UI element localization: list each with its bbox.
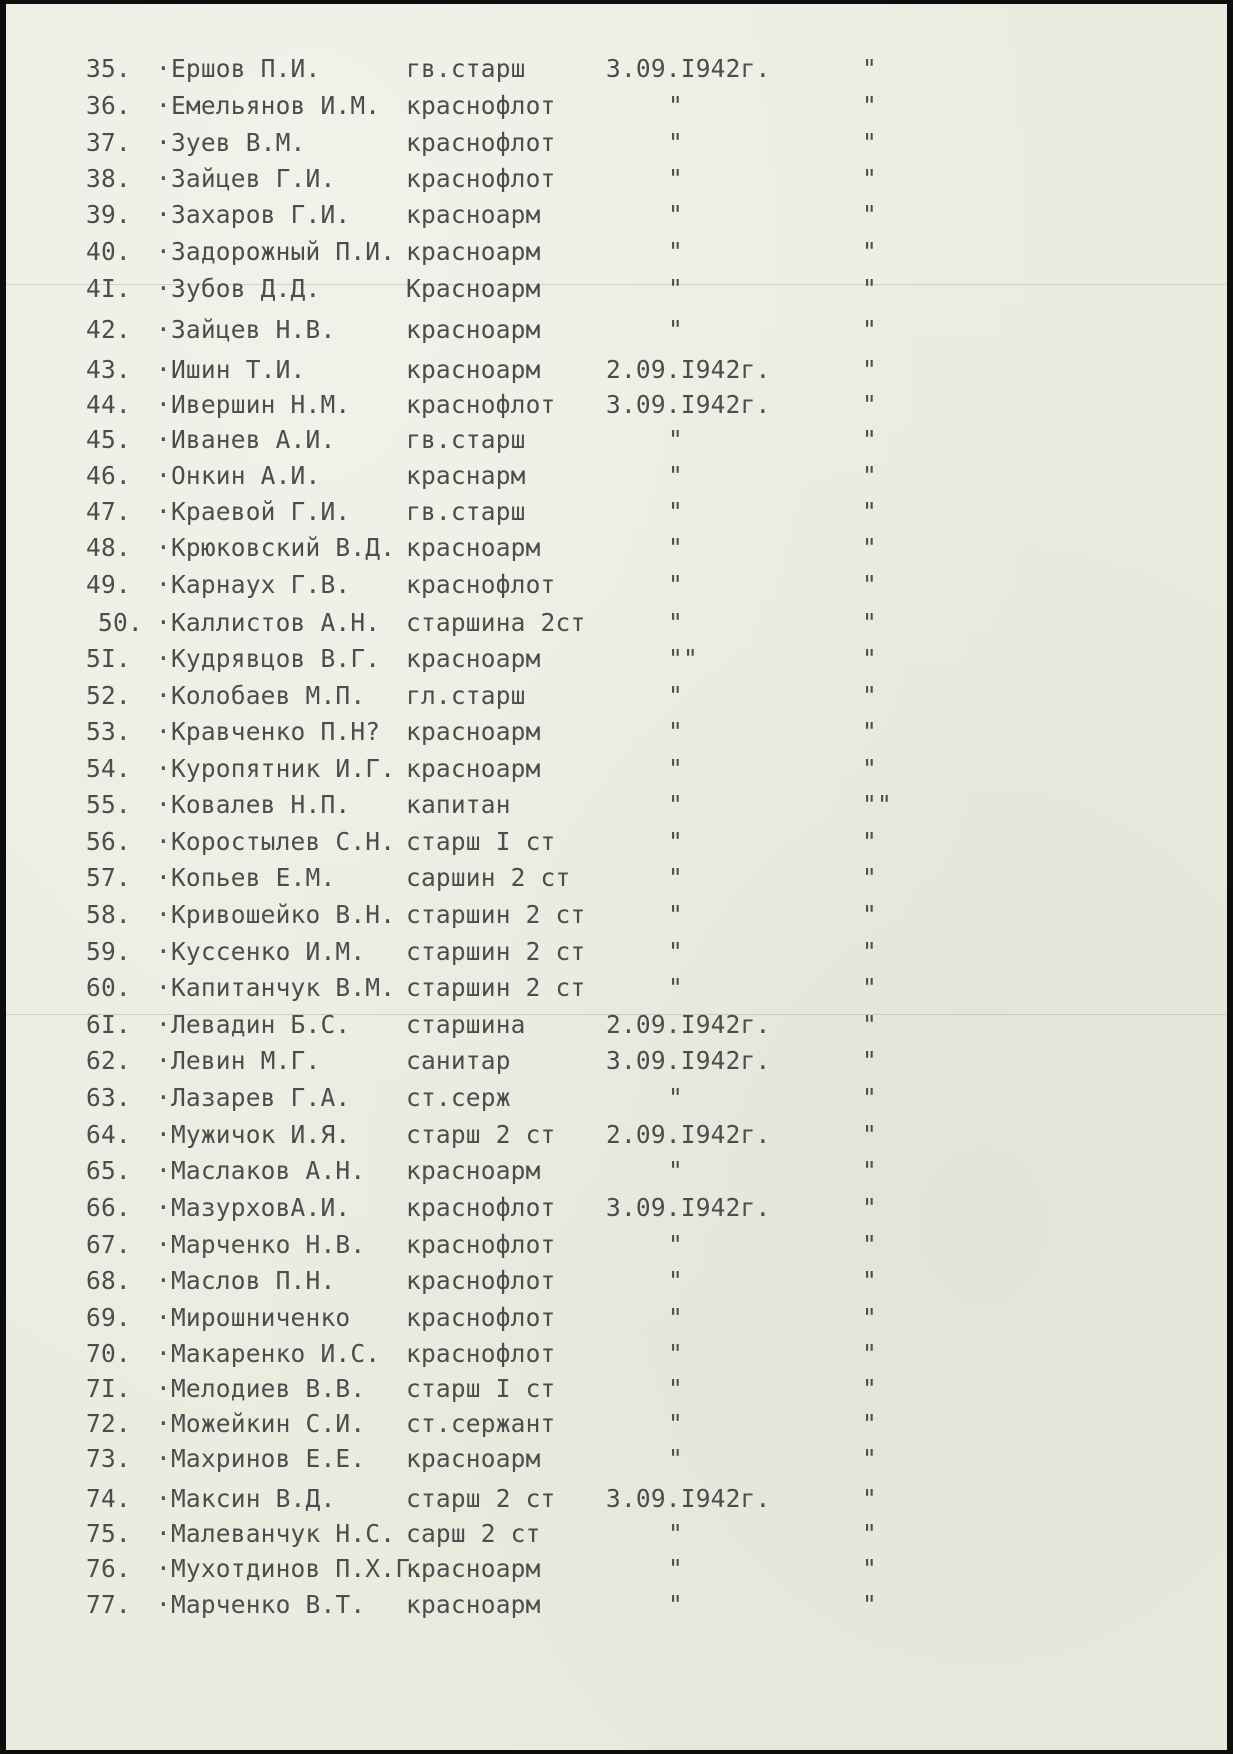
row-number: 73.	[86, 1444, 131, 1473]
ditto-mark: "	[862, 54, 877, 83]
row-number: 76.	[86, 1554, 131, 1583]
date-cell: "	[668, 681, 683, 710]
date-cell: "	[668, 425, 683, 454]
ditto-mark: "	[862, 1083, 877, 1112]
date-cell: 3.09.I942г.	[606, 54, 771, 83]
person-name: ·Емельянов И.М.	[156, 91, 381, 120]
table-row	[6, 52, 1227, 86]
date-cell: "	[668, 1519, 683, 1548]
row-number: 36.	[86, 91, 131, 120]
rank-title: красноарм	[406, 1554, 541, 1583]
date-cell: "	[668, 1083, 683, 1112]
person-name: ·Малеванчук Н.С.	[156, 1519, 396, 1548]
ditto-mark: "	[862, 128, 877, 157]
person-name: ·Кусcенко И.М.	[156, 937, 366, 966]
table-row	[6, 1372, 1227, 1406]
rank-title: краснофлот	[406, 164, 556, 193]
row-number: 53.	[86, 717, 131, 746]
person-name: ·Мирошниченко	[156, 1303, 351, 1332]
table-row	[6, 679, 1227, 713]
ditto-mark: "	[862, 900, 877, 929]
table-row	[6, 935, 1227, 969]
rank-title: красноарм	[406, 533, 541, 562]
rank-title: красноарм	[406, 315, 541, 344]
rank-title: краснофлот	[406, 128, 556, 157]
rank-title: гв.старш	[406, 425, 526, 454]
date-cell: "	[668, 1444, 683, 1473]
rank-title: сарш 2 ст	[406, 1519, 541, 1548]
date-cell: "	[668, 91, 683, 120]
person-name: ·Мужичок И.Я.	[156, 1120, 351, 1149]
ditto-mark: "	[862, 570, 877, 599]
ditto-mark: "	[862, 1409, 877, 1438]
person-name: ·Мухотдинов П.Х.Г.	[156, 1554, 426, 1583]
rank-title: красноарм	[406, 200, 541, 229]
person-name: ·Задорожный П.И.	[156, 237, 396, 266]
rank-title: краснофлот	[406, 1303, 556, 1332]
rank-title: краснарм	[406, 461, 526, 490]
rank-title: старш I ст	[406, 827, 556, 856]
table-row	[6, 1154, 1227, 1188]
person-name: ·Зайцев Н.В.	[156, 315, 336, 344]
row-number: 47.	[86, 497, 131, 526]
rank-title: красноарм	[406, 1590, 541, 1619]
date-cell: "	[668, 863, 683, 892]
table-row	[6, 1118, 1227, 1152]
person-name: ·Ивершин Н.М.	[156, 390, 351, 419]
person-name: ·Каллистов А.Н.	[156, 608, 381, 637]
table-row	[6, 715, 1227, 749]
ditto-mark: "	[862, 937, 877, 966]
date-cell: "	[668, 128, 683, 157]
ditto-mark: "	[862, 274, 877, 303]
table-row	[6, 495, 1227, 529]
person-name: ·Максин В.Д.	[156, 1484, 336, 1513]
row-number: 6I.	[86, 1010, 131, 1039]
row-number: 45.	[86, 425, 131, 454]
ditto-mark: "	[862, 533, 877, 562]
ditto-mark: "	[862, 1010, 877, 1039]
table-row	[6, 126, 1227, 160]
rank-title: краснофлот	[406, 1230, 556, 1259]
row-number: 7I.	[86, 1374, 131, 1403]
ditto-mark: "	[862, 644, 877, 673]
row-number: 77.	[86, 1590, 131, 1619]
ditto-mark: "	[862, 315, 877, 344]
date-cell: "	[668, 1266, 683, 1295]
table-row	[6, 1301, 1227, 1335]
date-cell: 3.09.I942г.	[606, 390, 771, 419]
row-number: 59.	[86, 937, 131, 966]
table-row	[6, 825, 1227, 859]
person-name: ·Ковалев Н.П.	[156, 790, 351, 819]
date-cell: "	[668, 200, 683, 229]
date-cell: "	[668, 754, 683, 783]
ditto-mark: "	[862, 754, 877, 783]
table-row	[6, 752, 1227, 786]
person-name: ·Ишин Т.И.	[156, 355, 306, 384]
person-name: ·Краевой Г.И.	[156, 497, 351, 526]
table-row	[6, 1407, 1227, 1441]
table-row	[6, 1337, 1227, 1371]
person-name: ·Онкин А.И.	[156, 461, 321, 490]
rank-title: красноарм	[406, 1156, 541, 1185]
table-row	[6, 353, 1227, 387]
date-cell: "	[668, 790, 683, 819]
document-page	[6, 4, 1227, 1750]
ditto-mark: "	[862, 1554, 877, 1583]
person-name: ·Махринов Е.Е.	[156, 1444, 366, 1473]
person-name: ·Марченко В.Т.	[156, 1590, 366, 1619]
rank-title: старш I ст	[406, 1374, 556, 1403]
table-row	[6, 1442, 1227, 1476]
ditto-mark: "	[862, 1444, 877, 1473]
table-row	[6, 423, 1227, 457]
table-row	[6, 1228, 1227, 1262]
date-cell: 3.09.I942г.	[606, 1193, 771, 1222]
row-number: 50.	[98, 608, 143, 637]
ditto-mark: "	[862, 1303, 877, 1332]
person-name: ·Иванев А.И.	[156, 425, 336, 454]
person-name: ·Зайцев Г.И.	[156, 164, 336, 193]
date-cell: "	[668, 461, 683, 490]
row-number: 69.	[86, 1303, 131, 1332]
table-row	[6, 971, 1227, 1005]
date-cell: 3.09.I942г.	[606, 1484, 771, 1513]
date-cell: "	[668, 533, 683, 562]
row-number: 48.	[86, 533, 131, 562]
date-cell: "	[668, 237, 683, 266]
rank-title: старш 2 ст	[406, 1120, 556, 1149]
table-row	[6, 898, 1227, 932]
table-row	[6, 198, 1227, 232]
table-row	[6, 459, 1227, 493]
row-number: 65.	[86, 1156, 131, 1185]
row-number: 70.	[86, 1339, 131, 1368]
table-row	[6, 1044, 1227, 1078]
table-row	[6, 162, 1227, 196]
row-number: 63.	[86, 1083, 131, 1112]
person-name: ·Куропятник И.Г.	[156, 754, 396, 783]
rank-title: красноарм	[406, 1444, 541, 1473]
row-number: 4I.	[86, 274, 131, 303]
person-name: ·Карнаух Г.В.	[156, 570, 351, 599]
person-name: ·Ершов П.И.	[156, 54, 321, 83]
row-number: 52.	[86, 681, 131, 710]
row-number: 40.	[86, 237, 131, 266]
row-number: 43.	[86, 355, 131, 384]
row-number: 38.	[86, 164, 131, 193]
date-cell: "	[668, 717, 683, 746]
date-cell: "	[668, 1374, 683, 1403]
rank-title: старшин 2 ст	[406, 937, 586, 966]
person-name: ·Маслаков А.Н.	[156, 1156, 366, 1185]
row-number: 49.	[86, 570, 131, 599]
ditto-mark: "	[862, 461, 877, 490]
row-number: 74.	[86, 1484, 131, 1513]
ditto-mark: "	[862, 1484, 877, 1513]
ditto-mark: "	[862, 863, 877, 892]
table-row	[6, 788, 1227, 822]
person-name: ·Кривошейко В.Н.	[156, 900, 396, 929]
table-row	[6, 313, 1227, 347]
ditto-mark: "	[862, 1590, 877, 1619]
ditto-mark: "	[862, 237, 877, 266]
table-row	[6, 861, 1227, 895]
row-number: 57.	[86, 863, 131, 892]
row-number: 58.	[86, 900, 131, 929]
ditto-mark: "	[862, 355, 877, 384]
rank-title: саршин 2 ст	[406, 863, 571, 892]
row-number: 66.	[86, 1193, 131, 1222]
date-cell: "	[668, 164, 683, 193]
date-cell: 2.09.I942г.	[606, 1120, 771, 1149]
date-cell: ""	[668, 644, 698, 673]
row-number: 42.	[86, 315, 131, 344]
rank-title: старшин 2 ст	[406, 973, 586, 1002]
person-name: ·Лазарев Г.А.	[156, 1083, 351, 1112]
table-row	[6, 235, 1227, 269]
person-name: ·Колобаев М.П.	[156, 681, 366, 710]
person-name: ·МазурховА.И.	[156, 1193, 351, 1222]
table-row	[6, 1482, 1227, 1516]
ditto-mark: "	[862, 1374, 877, 1403]
rank-title: краснофлот	[406, 570, 556, 599]
rank-title: красноарм	[406, 754, 541, 783]
row-number: 56.	[86, 827, 131, 856]
person-name: ·Коростылев С.Н.	[156, 827, 396, 856]
person-name: ·Зубов Д.Д.	[156, 274, 321, 303]
rank-title: гл.старш	[406, 681, 526, 710]
row-number: 5I.	[86, 644, 131, 673]
rank-title: красноарм	[406, 717, 541, 746]
table-row	[6, 1191, 1227, 1225]
ditto-mark: "	[862, 1339, 877, 1368]
ditto-mark: "	[862, 1120, 877, 1149]
rank-title: старшина 2ст	[406, 608, 586, 637]
ditto-mark: "	[862, 1046, 877, 1075]
table-row	[6, 1264, 1227, 1298]
row-number: 64.	[86, 1120, 131, 1149]
rank-title: старшин 2 ст	[406, 900, 586, 929]
row-number: 39.	[86, 200, 131, 229]
row-number: 37.	[86, 128, 131, 157]
date-cell: 3.09.I942г.	[606, 1046, 771, 1075]
person-name: ·Захаров Г.И.	[156, 200, 351, 229]
person-name: ·Кравченко П.Н?	[156, 717, 381, 746]
person-name: ·Макаренко И.С.	[156, 1339, 381, 1368]
table-row	[6, 388, 1227, 422]
ditto-mark: "	[862, 91, 877, 120]
person-name: ·Зуев В.М.	[156, 128, 306, 157]
date-cell: "	[668, 497, 683, 526]
date-cell: "	[668, 827, 683, 856]
date-cell: "	[668, 1409, 683, 1438]
row-number: 44.	[86, 390, 131, 419]
date-cell: 2.09.I942г.	[606, 1010, 771, 1039]
row-number: 68.	[86, 1266, 131, 1295]
person-name: ·Можейкин С.И.	[156, 1409, 366, 1438]
row-number: 75.	[86, 1519, 131, 1548]
rank-title: старшина	[406, 1010, 526, 1039]
person-name: ·Левадин Б.С.	[156, 1010, 351, 1039]
row-number: 55.	[86, 790, 131, 819]
rank-title: красноарм	[406, 644, 541, 673]
ditto-mark: "	[862, 390, 877, 419]
rank-title: ст.сержант	[406, 1409, 556, 1438]
date-cell: "	[668, 608, 683, 637]
rank-title: капитан	[406, 790, 511, 819]
date-cell: "	[668, 937, 683, 966]
ditto-mark: "	[862, 973, 877, 1002]
rank-title: краснофлот	[406, 1193, 556, 1222]
person-name: ·Левин М.Г.	[156, 1046, 321, 1075]
ditto-mark: "	[862, 1230, 877, 1259]
date-cell: "	[668, 1303, 683, 1332]
ditto-mark: "	[862, 1519, 877, 1548]
table-row	[6, 1552, 1227, 1586]
ditto-mark: "	[862, 1266, 877, 1295]
ditto-mark: "	[862, 1193, 877, 1222]
date-cell: "	[668, 274, 683, 303]
table-row	[6, 1081, 1227, 1115]
row-number: 60.	[86, 973, 131, 1002]
rank-title: гв.старш	[406, 497, 526, 526]
table-row	[6, 1008, 1227, 1042]
rank-title: краснофлот	[406, 91, 556, 120]
rank-title: ст.серж	[406, 1083, 511, 1112]
person-name: ·Крюковский В.Д.	[156, 533, 396, 562]
ditto-mark: "	[862, 681, 877, 710]
person-name: ·Кудрявцов В.Г.	[156, 644, 381, 673]
rank-title: санитар	[406, 1046, 511, 1075]
table-row	[6, 606, 1227, 640]
date-cell: "	[668, 1554, 683, 1583]
rank-title: Красноарм	[406, 274, 541, 303]
ditto-mark: "	[862, 717, 877, 746]
rank-title: старш 2 ст	[406, 1484, 556, 1513]
ditto-mark: "	[862, 1156, 877, 1185]
rank-title: краснофлот	[406, 1339, 556, 1368]
date-cell: "	[668, 1230, 683, 1259]
ditto-mark: ""	[862, 790, 892, 819]
ditto-mark: "	[862, 827, 877, 856]
rank-title: красноарм	[406, 355, 541, 384]
row-number: 46.	[86, 461, 131, 490]
date-cell: 2.09.I942г.	[606, 355, 771, 384]
row-number: 35.	[86, 54, 131, 83]
row-number: 62.	[86, 1046, 131, 1075]
row-number: 67.	[86, 1230, 131, 1259]
rank-title: красноарм	[406, 237, 541, 266]
row-number: 72.	[86, 1409, 131, 1438]
ditto-mark: "	[862, 497, 877, 526]
ditto-mark: "	[862, 608, 877, 637]
ditto-mark: "	[862, 425, 877, 454]
date-cell: "	[668, 900, 683, 929]
rank-title: краснофлот	[406, 390, 556, 419]
date-cell: "	[668, 1339, 683, 1368]
date-cell: "	[668, 1156, 683, 1185]
table-row	[6, 1588, 1227, 1622]
person-name: ·Копьев Е.М.	[156, 863, 336, 892]
table-row	[6, 1517, 1227, 1551]
person-name: ·Капитанчук В.М.	[156, 973, 396, 1002]
date-cell: "	[668, 1590, 683, 1619]
date-cell: "	[668, 973, 683, 1002]
rank-title: краснофлот	[406, 1266, 556, 1295]
person-name: ·Маслов П.Н.	[156, 1266, 336, 1295]
date-cell: "	[668, 570, 683, 599]
table-row	[6, 642, 1227, 676]
person-name: ·Мелодиев В.В.	[156, 1374, 366, 1403]
rank-title: гв.старш	[406, 54, 526, 83]
table-row	[6, 531, 1227, 565]
date-cell: "	[668, 315, 683, 344]
table-row	[6, 568, 1227, 602]
ditto-mark: "	[862, 164, 877, 193]
table-row	[6, 272, 1227, 306]
table-row	[6, 89, 1227, 123]
row-number: 54.	[86, 754, 131, 783]
person-name: ·Марченко Н.В.	[156, 1230, 366, 1259]
ditto-mark: "	[862, 200, 877, 229]
